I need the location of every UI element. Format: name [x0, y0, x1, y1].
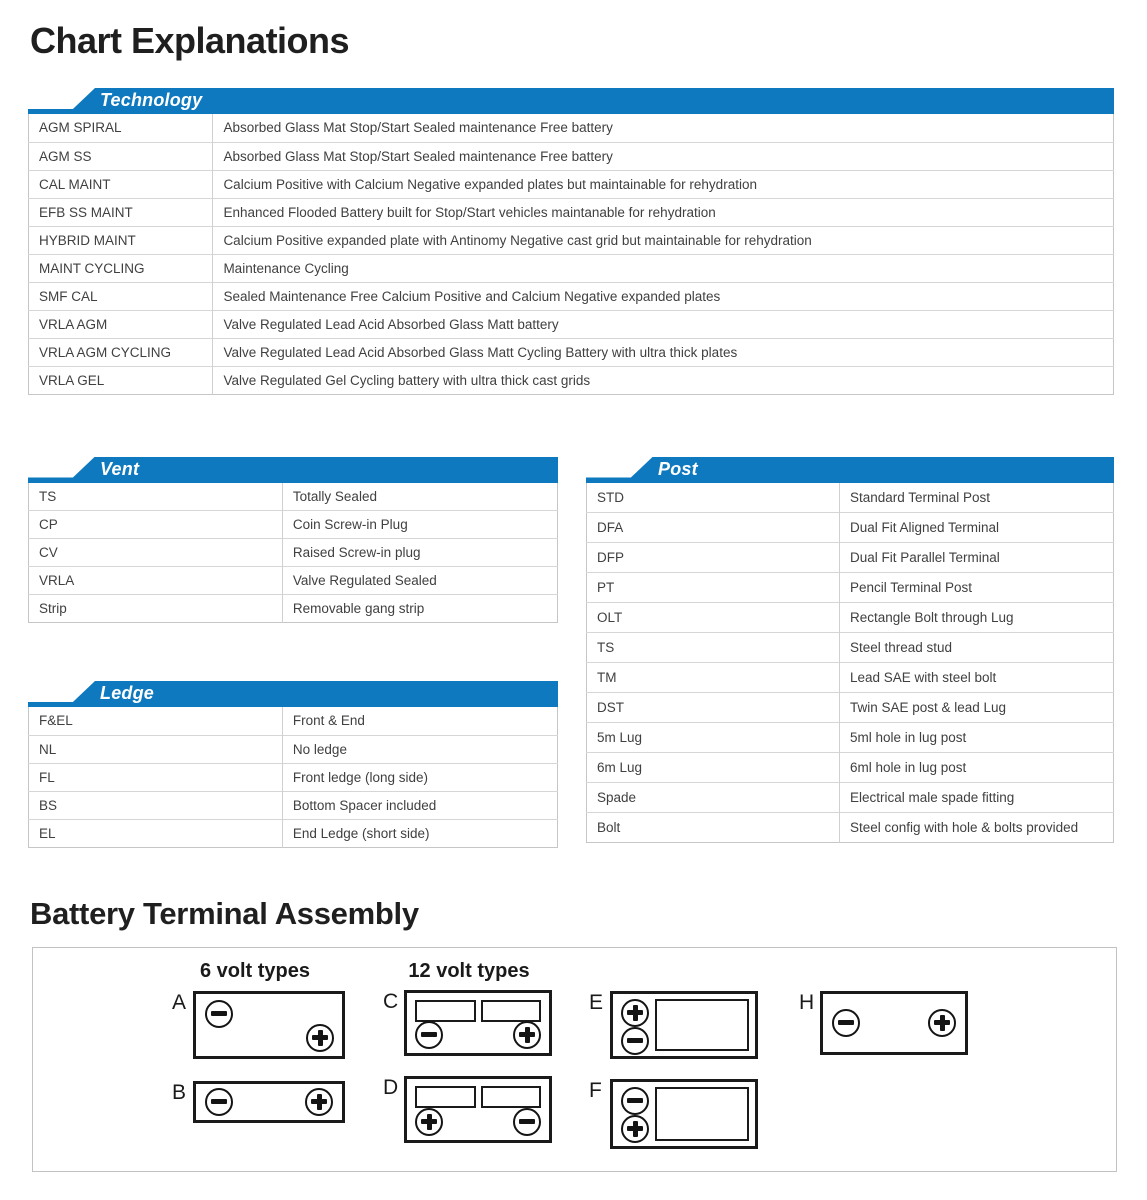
- assembly-diagram: [32, 947, 1117, 1172]
- code-cell: AGM SPIRAL: [29, 114, 213, 142]
- cell-cover: [481, 1000, 542, 1022]
- header-notch: [586, 457, 653, 478]
- plus-terminal-icon: [621, 999, 649, 1027]
- middle-tables-row: [28, 457, 1114, 848]
- cell-cover: [415, 1086, 476, 1108]
- table-row: [29, 282, 1114, 310]
- code-cell: VRLA AGM: [29, 310, 213, 338]
- battery-panel: [655, 999, 749, 1051]
- table-row: [587, 603, 1114, 633]
- battery-label: E: [589, 990, 604, 1014]
- technology-table: [28, 114, 1114, 395]
- minus-terminal-icon: [205, 1088, 233, 1116]
- battery-label: D: [383, 1075, 399, 1099]
- table-row: [29, 310, 1114, 338]
- description-cell: Bottom Spacer included: [282, 791, 557, 819]
- code-cell: VRLA AGM CYCLING: [29, 338, 213, 366]
- cell-covers: [415, 1086, 541, 1108]
- page-title: Chart Explanations: [30, 20, 350, 61]
- code-cell: NL: [29, 735, 283, 763]
- code-cell: EL: [29, 819, 283, 847]
- battery-label: B: [172, 1080, 187, 1104]
- header-notch: [28, 457, 95, 478]
- description-cell: Totally Sealed: [292, 488, 377, 504]
- plus-terminal-icon: [306, 1024, 334, 1052]
- table-row: [29, 198, 1114, 226]
- left-column: [28, 457, 558, 848]
- code-cell: STD: [587, 483, 840, 513]
- plus-terminal-icon: [928, 1009, 956, 1037]
- code-cell: DFP: [587, 543, 840, 573]
- group-title-6v: 6 volt types: [199, 959, 311, 982]
- minus-terminal-icon: [513, 1108, 541, 1136]
- description-cell: Front ledge (long side): [282, 763, 557, 791]
- code-cell: TS: [29, 483, 283, 511]
- technology-header-bar: [28, 88, 1114, 114]
- description-cell: Valve Regulated Lead Acid Absorbed Glass Matt battery: [213, 310, 1114, 338]
- description-cell: Standard Terminal Post: [849, 489, 991, 505]
- assembly-title: Battery Terminal Assembly: [30, 895, 419, 931]
- ledge-header-title: Ledge: [100, 683, 155, 703]
- code-cell: MAINT CYCLING: [29, 254, 213, 282]
- description-cell: 6ml hole in lug post: [839, 753, 1113, 783]
- vent-section: [28, 457, 558, 624]
- table-row: [29, 707, 558, 735]
- plus-terminal-icon: [513, 1021, 541, 1049]
- table-row: [587, 693, 1114, 723]
- description-cell: Rectangle Bolt through Lug: [839, 603, 1113, 633]
- battery-e-diagram: [589, 990, 758, 1059]
- description-cell: Steel thread stud: [839, 633, 1113, 663]
- table-row: [587, 513, 1114, 543]
- code-cell: OLT: [587, 603, 840, 633]
- table-row: [29, 595, 558, 623]
- minus-terminal-icon: [415, 1021, 443, 1049]
- table-row: [587, 723, 1114, 753]
- code-cell: Strip: [29, 595, 283, 623]
- code-cell: SMF CAL: [29, 282, 213, 310]
- cell-covers: [415, 1000, 541, 1022]
- description-cell: Absorbed Glass Mat Stop/Start Sealed maintenance Free battery: [213, 142, 1114, 170]
- description-cell: Valve Regulated Gel Cycling battery with ultra thick cast grids: [213, 366, 1114, 394]
- table-row: [29, 819, 558, 847]
- description-cell: No ledge: [282, 735, 557, 763]
- battery-label: F: [589, 1078, 602, 1102]
- table-row: [29, 539, 558, 567]
- description-cell: Valve Regulated Sealed: [282, 567, 557, 595]
- battery-c-diagram: [383, 989, 552, 1056]
- battery-d-diagram: [383, 1075, 552, 1143]
- header-notch: [28, 681, 95, 702]
- description-cell: Dual Fit Parallel Terminal: [839, 543, 1113, 573]
- code-cell: F&EL: [29, 707, 283, 735]
- plus-terminal-icon: [415, 1108, 443, 1136]
- code-cell: VRLA: [29, 567, 283, 595]
- code-cell: BS: [29, 791, 283, 819]
- code-cell: DFA: [587, 513, 840, 543]
- description-cell: Calcium Positive with Calcium Negative expanded plates but maintainable for rehydration: [213, 170, 1114, 198]
- description-cell: Steel config with hole & bolts provided: [839, 813, 1113, 843]
- code-cell: FL: [29, 763, 283, 791]
- description-cell: Calcium Positive expanded plate with Antinomy Negative cast grid but maintainable for rehydration: [213, 226, 1114, 254]
- code-cell: AGM SS: [29, 142, 213, 170]
- table-row: [29, 114, 1114, 142]
- plus-terminal-icon: [621, 1115, 649, 1143]
- table-row: [587, 573, 1114, 603]
- battery-b-diagram: [172, 1080, 345, 1123]
- table-row: [29, 366, 1114, 394]
- table-row: [29, 567, 558, 595]
- code-cell: EFB SS MAINT: [29, 198, 213, 226]
- description-cell: Absorbed Glass Mat Stop/Start Sealed maintenance Free battery: [223, 120, 613, 136]
- code-cell: DST: [587, 693, 840, 723]
- description-cell: 5ml hole in lug post: [839, 723, 1113, 753]
- battery-label: H: [799, 990, 815, 1014]
- minus-terminal-icon: [621, 1087, 649, 1115]
- battery-f-diagram: [589, 1078, 758, 1149]
- table-row: [29, 735, 558, 763]
- battery-label: A: [172, 990, 187, 1014]
- code-cell: CAL MAINT: [29, 170, 213, 198]
- right-column: [586, 457, 1114, 848]
- vent-table: [28, 483, 558, 624]
- description-cell: Sealed Maintenance Free Calcium Positive and Calcium Negative expanded plates: [213, 282, 1114, 310]
- cell-cover: [481, 1086, 542, 1108]
- table-row: [587, 813, 1114, 843]
- code-cell: 6m Lug: [587, 753, 840, 783]
- post-header-bar: [586, 457, 1114, 483]
- description-cell: Front & End: [292, 713, 365, 729]
- table-row: [587, 663, 1114, 693]
- table-row: [587, 633, 1114, 663]
- code-cell: TM: [587, 663, 840, 693]
- battery-panel: [655, 1087, 749, 1141]
- description-cell: Valve Regulated Lead Acid Absorbed Glass Matt Cycling Battery with ultra thick plates: [213, 338, 1114, 366]
- battery-a-diagram: [172, 990, 345, 1059]
- table-row: [29, 511, 558, 539]
- description-cell: Maintenance Cycling: [213, 254, 1114, 282]
- group-title-12v: 12 volt types: [408, 959, 530, 982]
- code-cell: HYBRID MAINT: [29, 226, 213, 254]
- ledge-table: [28, 707, 558, 848]
- technology-header-title: Technology: [100, 90, 203, 110]
- code-cell: 5m Lug: [587, 723, 840, 753]
- table-row: [29, 791, 558, 819]
- post-table: [586, 483, 1114, 844]
- vent-header-bar: [28, 457, 558, 483]
- cell-cover: [415, 1000, 476, 1022]
- description-cell: Coin Screw-in Plug: [282, 511, 557, 539]
- code-cell: TS: [587, 633, 840, 663]
- table-row: [29, 483, 558, 511]
- code-cell: Spade: [587, 783, 840, 813]
- description-cell: Raised Screw-in plug: [282, 539, 557, 567]
- description-cell: End Ledge (short side): [282, 819, 557, 847]
- description-cell: Dual Fit Aligned Terminal: [839, 513, 1113, 543]
- technology-section: [28, 88, 1114, 395]
- ledge-header-bar: [28, 681, 558, 707]
- table-row: [587, 753, 1114, 783]
- table-row: [587, 783, 1114, 813]
- code-cell: Bolt: [587, 813, 840, 843]
- description-cell: Removable gang strip: [282, 595, 557, 623]
- table-row: [29, 142, 1114, 170]
- code-cell: CP: [29, 511, 283, 539]
- table-row: [29, 226, 1114, 254]
- table-row: [587, 483, 1114, 513]
- description-cell: Pencil Terminal Post: [839, 573, 1113, 603]
- description-cell: Electrical male spade fitting: [839, 783, 1113, 813]
- battery-label: C: [383, 989, 399, 1013]
- table-row: [587, 543, 1114, 573]
- plus-terminal-icon: [305, 1088, 333, 1116]
- post-header-title: Post: [658, 458, 698, 479]
- description-cell: Enhanced Flooded Battery built for Stop/Start vehicles maintanable for rehydration: [213, 198, 1114, 226]
- table-row: [29, 338, 1114, 366]
- description-cell: Lead SAE with steel bolt: [839, 663, 1113, 693]
- ledge-section: [28, 681, 558, 848]
- header-notch: [28, 88, 95, 109]
- minus-terminal-icon: [205, 1000, 233, 1028]
- table-row: [29, 254, 1114, 282]
- post-section: [586, 457, 1114, 844]
- minus-terminal-icon: [832, 1009, 860, 1037]
- code-cell: CV: [29, 539, 283, 567]
- code-cell: PT: [587, 573, 840, 603]
- table-row: [29, 170, 1114, 198]
- table-row: [29, 763, 558, 791]
- vent-header-title: Vent: [100, 458, 140, 479]
- minus-terminal-icon: [621, 1027, 649, 1055]
- code-cell: VRLA GEL: [29, 366, 213, 394]
- description-cell: Twin SAE post & lead Lug: [839, 693, 1113, 723]
- battery-h-diagram: [799, 990, 968, 1055]
